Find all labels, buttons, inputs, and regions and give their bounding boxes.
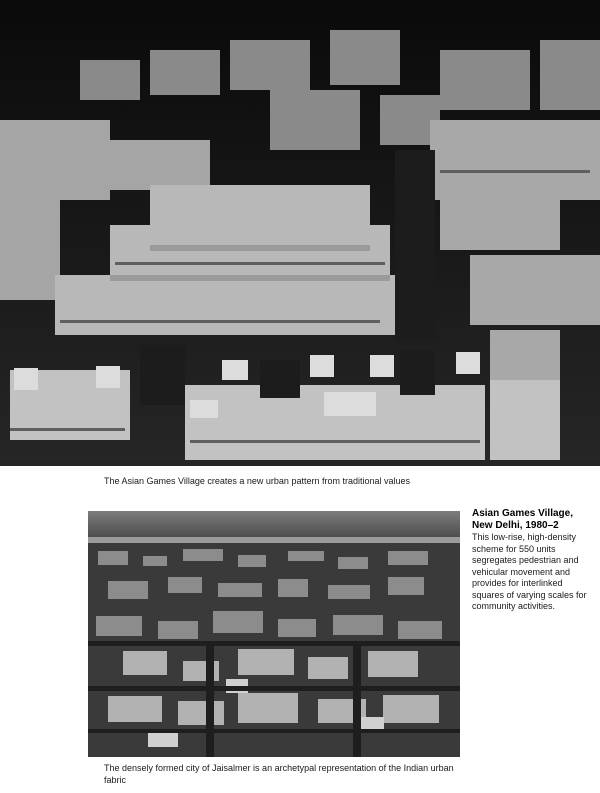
top-photo-caption: The Asian Games Village creates a new urban pattern from traditional values (104, 476, 410, 486)
project-description-body: This low-rise, high-density scheme for 550 units segregates pedestrian and vehicular movement and provides for interlinked squares of varying scales for community activities. (472, 532, 587, 611)
jaisalmer-image (88, 511, 460, 757)
project-description (472, 508, 592, 613)
bottom-photo-caption: The densely formed city of Jaisalmer is an archetypal representation of the Indian urban fabric (104, 763, 454, 785)
jaisalmer-photo (88, 511, 460, 757)
project-title: Asian Games Village, New Delhi, 1980–2 (472, 508, 573, 531)
